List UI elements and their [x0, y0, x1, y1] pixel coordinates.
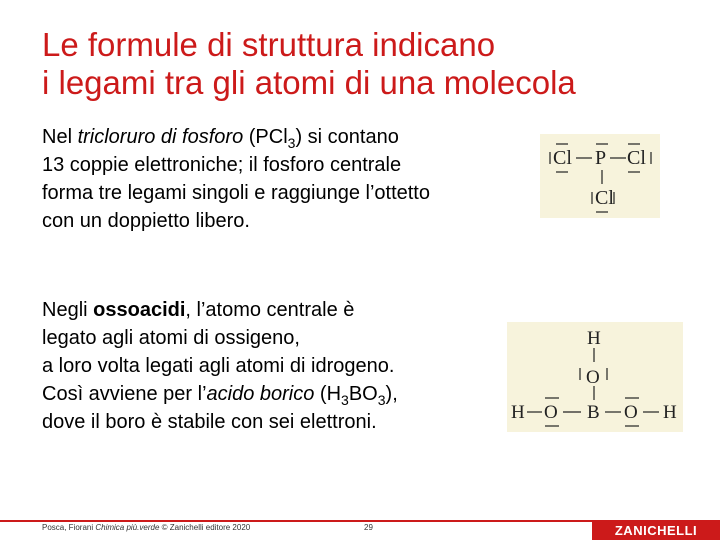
- slide-title: [42, 26, 702, 102]
- pcl3-line-2: 13 coppie elettroniche; il fosforo centrale: [42, 154, 402, 176]
- pcl3-line-1: Nel tricloruro di fosforo (PCl$_3$) si contano: [42, 126, 399, 151]
- chlorine-bottom-label: Cl: [595, 187, 614, 209]
- hydrogen-right-label: H: [663, 402, 677, 423]
- oxoacid-paragraph: [42, 296, 398, 436]
- pcl3-paragraph: [42, 123, 430, 235]
- pcl3-line-4: con un doppietto libero.: [42, 210, 250, 232]
- phosphorus-label: P: [595, 147, 607, 169]
- oxygen-top-label: O: [586, 367, 600, 388]
- pcl3-line-3: forma tre legami singoli e raggiunge l’ottetto: [42, 182, 430, 204]
- boric-acid-structural-formula: [507, 322, 683, 432]
- oxoacid-line-4: Così avviene per l’acido borico $(H_3BO_3)$,: [42, 383, 398, 408]
- oxoacid-line-2: legato agli atomi di ossigeno,: [42, 327, 300, 349]
- oxygen-left-label: O: [544, 402, 558, 423]
- oxoacid-line-3: a loro volta legati agli atomi di idrogeno.: [42, 355, 395, 377]
- chlorine-right-label: Cl: [627, 147, 646, 169]
- footer-credit: Posca, Fiorani Chimica più.verde © Zanichelli editore 2020: [42, 523, 251, 532]
- oxoacid-line-1: Negli ossoacidi, l’atomo centrale è: [42, 299, 355, 321]
- title-line-2: i legami tra gli atomi di una molecola: [42, 64, 576, 101]
- boron-label: B: [587, 402, 600, 423]
- title-line-1: Le formule di struttura indicano: [42, 26, 496, 63]
- page-number: 29: [364, 523, 373, 532]
- oxoacid-line-5: dove il boro è stabile con sei elettroni.: [42, 411, 377, 433]
- chlorine-left-label: Cl: [553, 147, 572, 169]
- hydrogen-top-label: H: [587, 328, 601, 349]
- pcl3-structural-formula: [540, 134, 660, 218]
- hydrogen-left-label: H: [511, 402, 525, 423]
- oxygen-right-label: O: [624, 402, 638, 423]
- zanichelli-logo: ZANICHELLI: [592, 521, 720, 540]
